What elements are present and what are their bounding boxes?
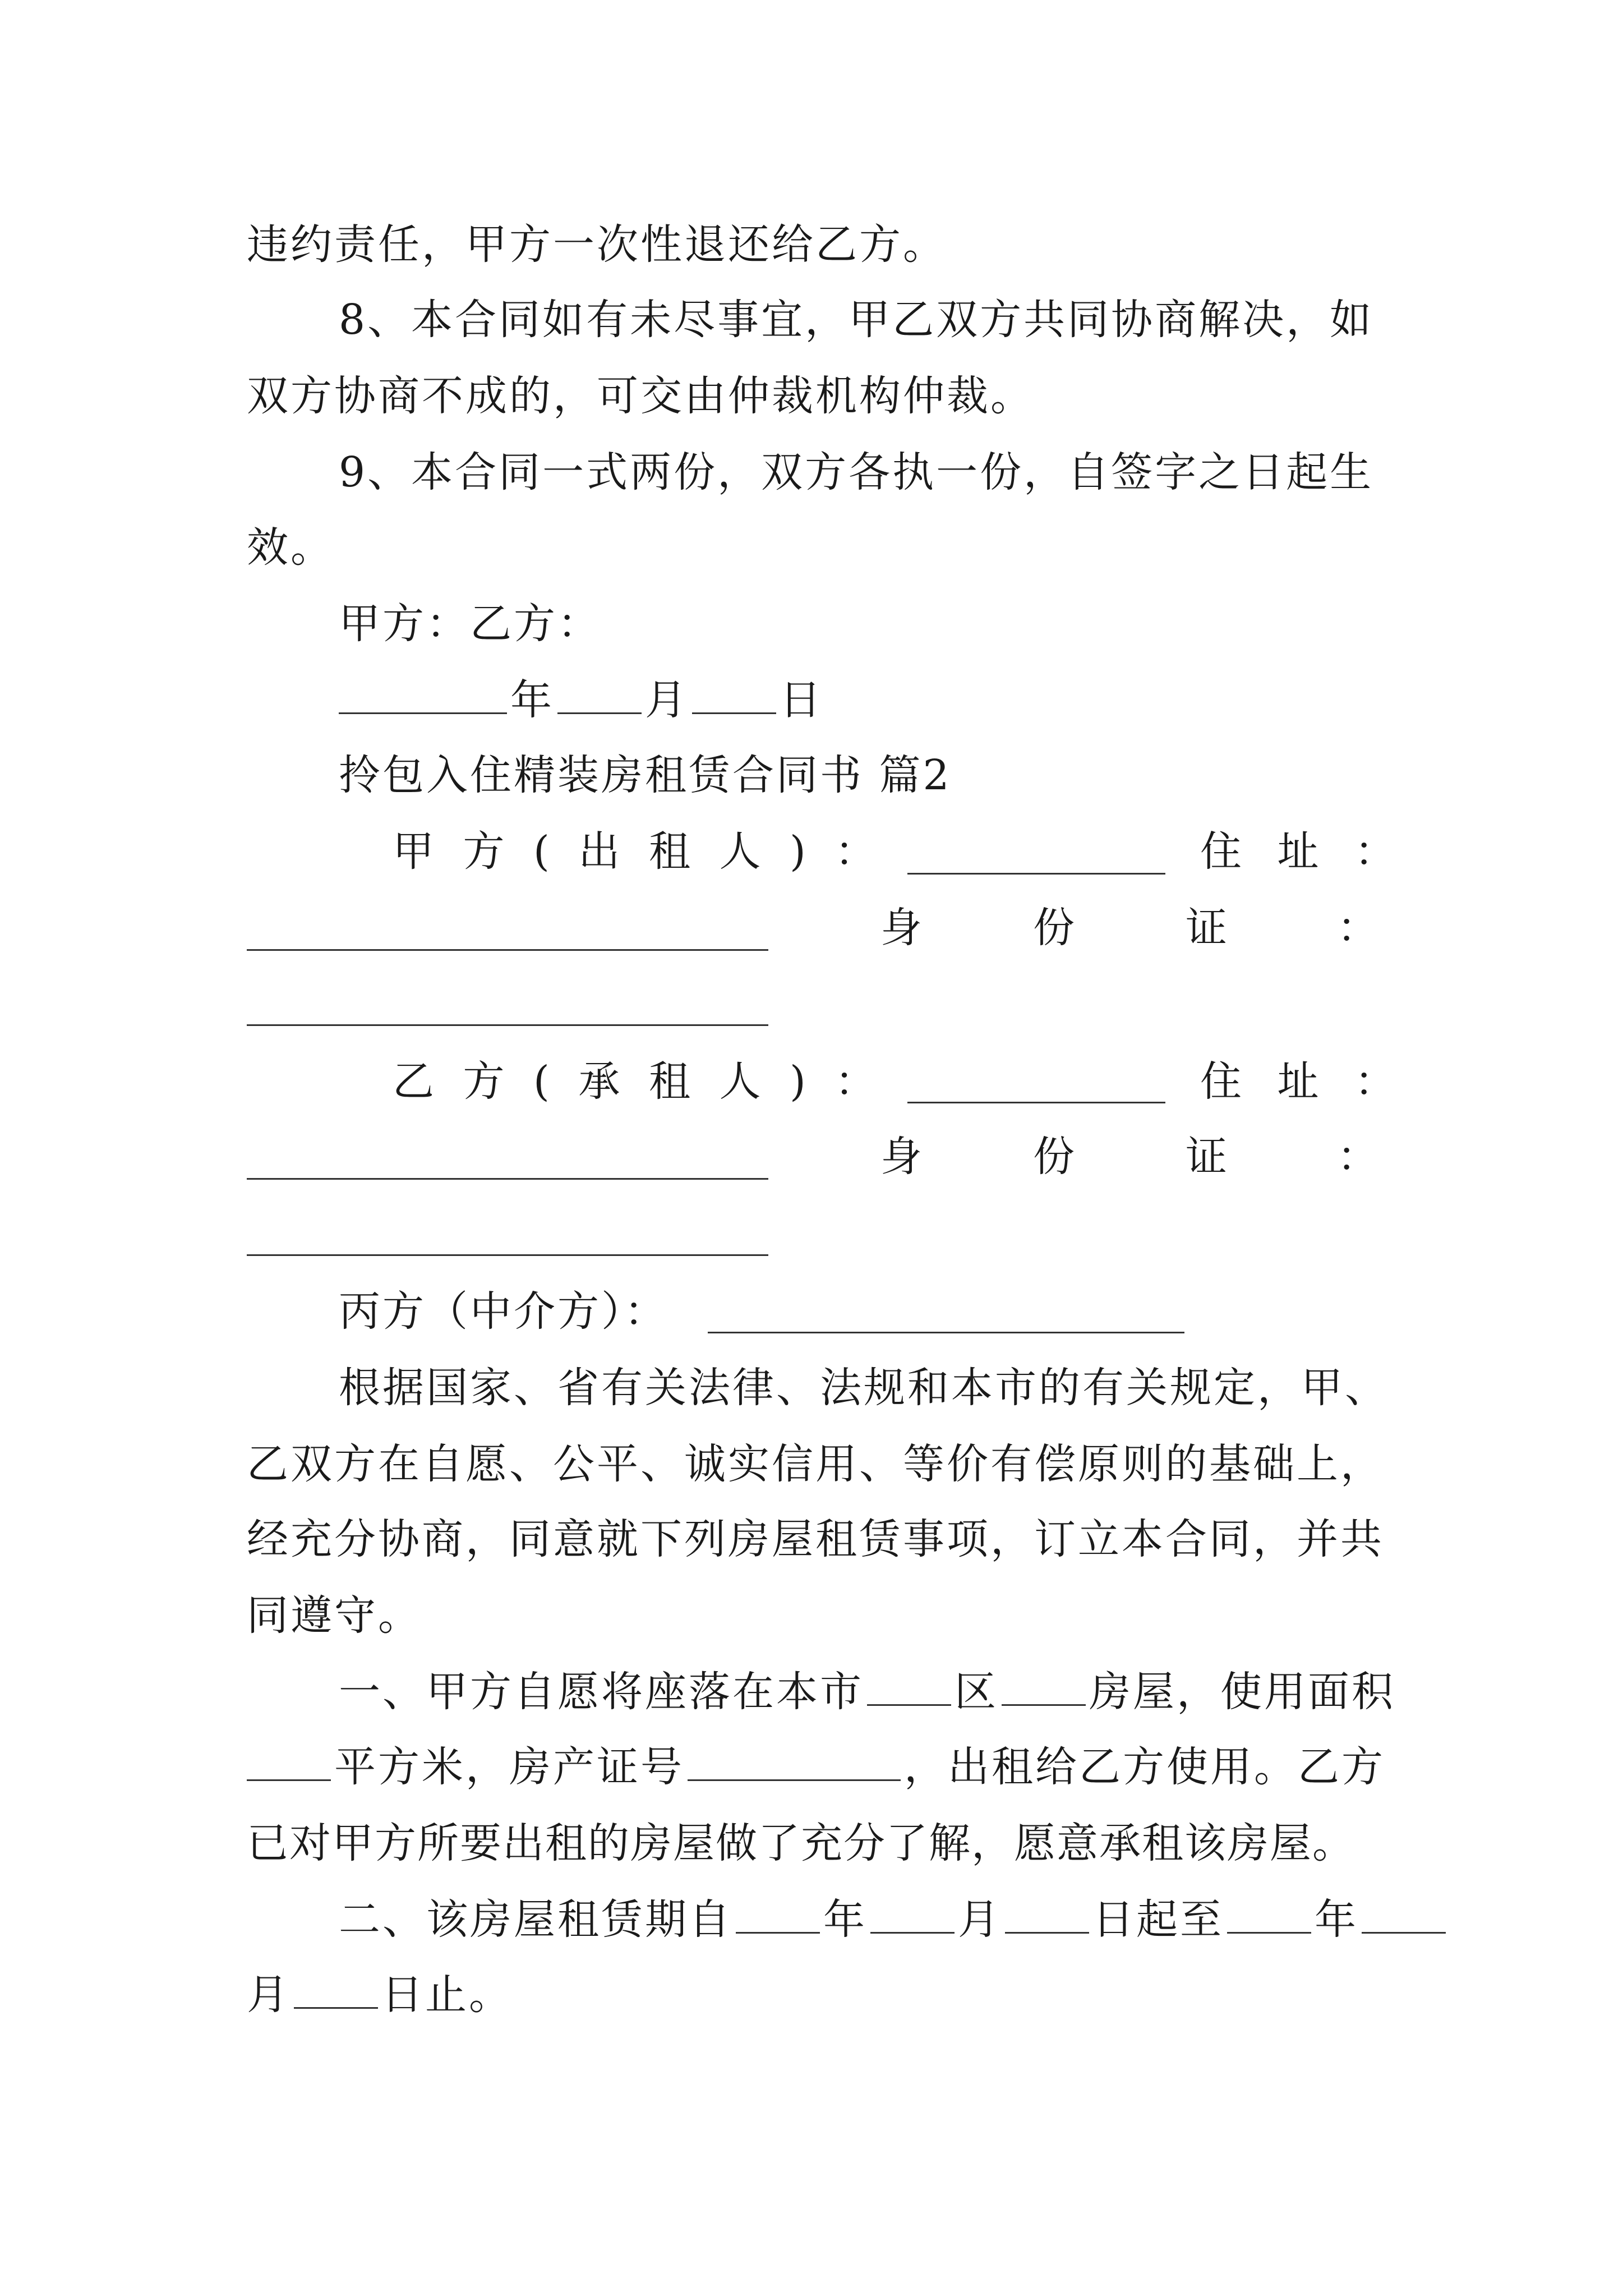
id-label-1: 身 [880, 1133, 924, 1181]
paragraph-line: 根据国家、省有关法律、法规和本市的有关规定，甲、 [339, 1364, 1389, 1412]
district-blank [867, 1665, 951, 1706]
start-year-blank [736, 1893, 820, 1934]
id-label-colon: ： [1337, 904, 1381, 952]
area-blank [247, 1740, 331, 1781]
party-b-label: 乙 方 ( 承 租 人 ) ： [393, 1057, 884, 1106]
text-run: 平方米，房产证号 [334, 1743, 684, 1791]
paragraph-line [247, 1967, 1391, 2023]
id-label-3: 证 [1186, 904, 1229, 952]
text-run: 一、甲方自愿将座落在本市 [339, 1668, 864, 1716]
section-heading: 拎包入住精装房租赁合同书 篇2 [339, 751, 952, 799]
paragraph-line: 违约责任，甲方一次性退还给乙方。 [247, 220, 947, 269]
party-c-label: 丙方（中介方）： [339, 1287, 668, 1336]
start-month-blank [870, 1893, 955, 1934]
party-b-name-blank [907, 1102, 1165, 1103]
paragraph-line: 9、本合同一式两份，双方各执一份，自签字之日起生 [339, 448, 1374, 496]
month-label: 月 [645, 676, 689, 724]
signature-line: 甲方：乙方： [339, 600, 601, 648]
id-label-colon: ： [1337, 1133, 1381, 1181]
paragraph-line: 8、本合同如有未尽事宜，甲乙双方共同协商解决，如 [339, 296, 1374, 344]
house-blank [1002, 1665, 1086, 1706]
paragraph-line: 经充分协商，同意就下列房屋租赁事项，订立本合同，并共 [247, 1515, 1384, 1563]
text-run: 区 [955, 1668, 998, 1716]
paragraph-line [339, 1664, 1483, 1720]
end-month-blank [1362, 1893, 1446, 1934]
certificate-blank [688, 1740, 901, 1781]
text-run: ，出租给乙方使用。乙方 [904, 1743, 1385, 1791]
text-run: 月 [247, 1971, 291, 2019]
year-label: 年 [510, 676, 554, 724]
paragraph-line: 双方协商不成的，可交由仲裁机构仲裁。 [247, 372, 1034, 420]
paragraph-line: 已对甲方所要出租的房屋做了充分了解，愿意承租该房屋。 [247, 1819, 1355, 1867]
id-blank [247, 1024, 768, 1026]
paragraph-line [339, 1892, 1483, 1948]
id-blank [247, 1254, 768, 1256]
address-blank [247, 1178, 768, 1180]
paragraph-line: 同遵守。 [247, 1591, 422, 1640]
party-a-label: 甲 方 ( 出 租 人 ) ： [393, 827, 884, 876]
text-run: 日起至 [1092, 1895, 1224, 1944]
paragraph-line: 乙双方在自愿、公平、诚实信用、等价有偿原则的基础上， [247, 1440, 1384, 1488]
text-run: 房屋，使用面积 [1089, 1668, 1395, 1716]
text-run: 日止。 [381, 1971, 513, 2019]
id-label-2: 份 [1033, 904, 1077, 952]
id-label-3: 证 [1186, 1133, 1229, 1181]
text-run: 月 [958, 1895, 1002, 1944]
party-a-name-blank [907, 873, 1165, 875]
day-label: 日 [780, 676, 823, 724]
day-blank [692, 673, 776, 714]
month-blank [557, 673, 642, 714]
text-run: 年 [823, 1895, 867, 1944]
id-label-1: 身 [880, 904, 924, 952]
paragraph-line [247, 1739, 1391, 1795]
end-day-blank [294, 1968, 378, 2009]
text-run: 年 [1315, 1895, 1358, 1944]
start-day-blank [1005, 1893, 1089, 1934]
text-run: 二、该房屋租赁期自 [339, 1895, 732, 1944]
date-line [339, 672, 1483, 728]
party-c-blank [708, 1332, 1184, 1333]
paragraph-line: 效。 [247, 523, 334, 572]
end-year-blank [1227, 1893, 1311, 1934]
address-label: 住 址 ： [1200, 827, 1408, 876]
id-label-2: 份 [1033, 1133, 1077, 1181]
address-label: 住 址 ： [1200, 1057, 1408, 1106]
address-blank [247, 949, 768, 951]
year-blank [339, 673, 507, 714]
